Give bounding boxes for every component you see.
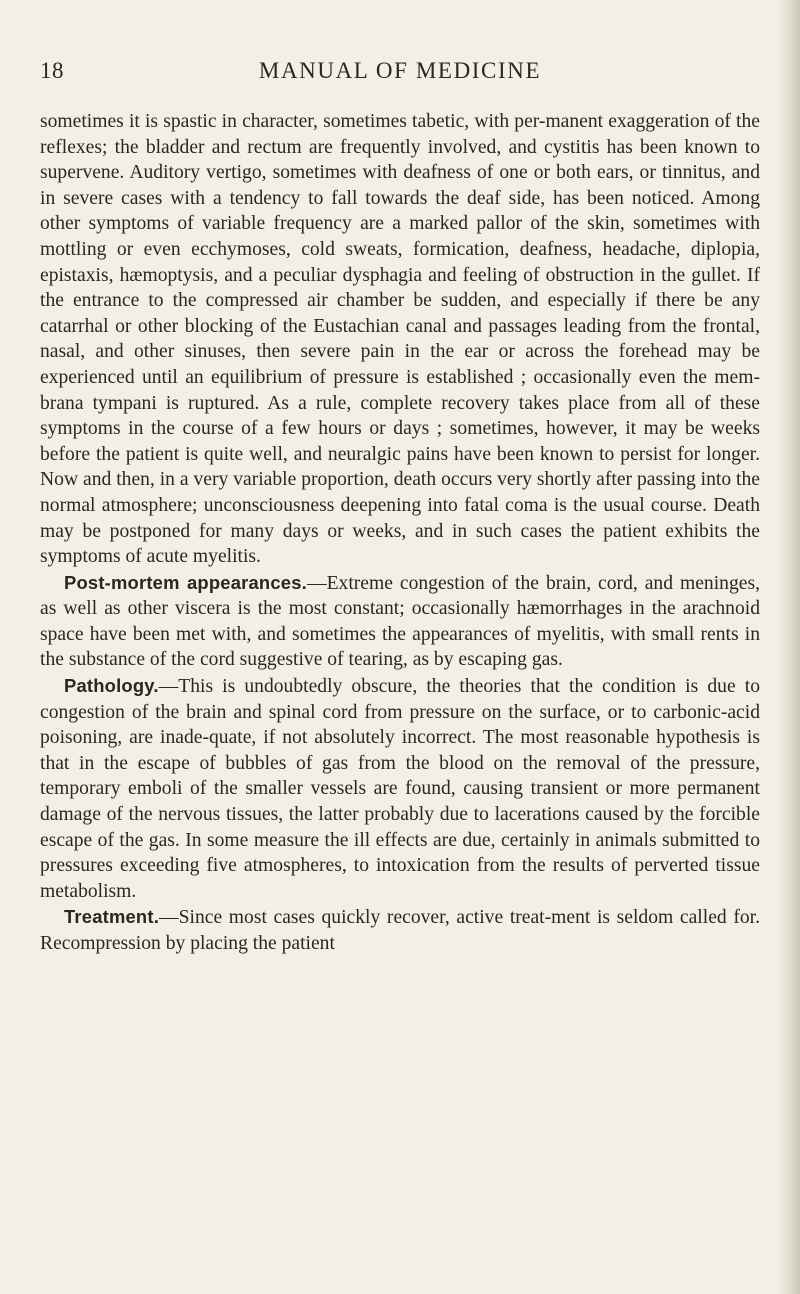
- paragraph-text: —This is undoubtedly obscure, the theories that the condition is due to congestion of the brain and spinal cord from pressure on the surface, or to carbonic-acid poisoning, are inade-quate, if not absolutely incorrect. The most reasonable hypothesis is that in the escape of bubbles of gas from the blood on the removal of the pressure, temporary emboli of the smaller vessels are found, causing transient or more permanent damage of the nervous tissues, the latter probably due to lacerations caused by the forcible escape of the gas. In some measure the ill effects are due, certainly in animals submitted to pressures exceeding five atmospheres, to intoxication from the results of perverted tissue metabolism.: [40, 676, 760, 902]
- paragraph-symptoms: [40, 109, 760, 570]
- section-heading-post-mortem: Post-mortem appearances.: [64, 571, 307, 593]
- paragraph-treatment: [40, 904, 760, 956]
- paragraph-text: sometimes it is spastic in character, sometimes tabetic, with per-manent exaggeration of the reflexes; the bladder and rectum are frequently involved, and cystitis has been known to supervene. Auditory vertigo, sometimes with deafness of one or both ears, or tinnitus, and in severe cases with a tendency to fall towards the deaf side, has been noticed. Among other symptoms of variable frequency are a marked pallor of the skin, sometimes with mottling or even ecchymoses, cold sweats, formication, deafness, headache, diplopia, epistaxis, hæmoptysis, and a peculiar dysphagia and feeling of obstruction in the gullet. If the entrance to the compressed air chamber be sudden, and especially if there be any catarrhal or other blocking of the Eustachian canal and passages leading from the frontal, nasal, and other sinuses, then severe pain in the ear or across the forehead may be experienced until an equilibrium of pressure is established ; occasionally even the mem-brana tympani is ruptured. As a rule, complete recovery takes place from all of these symptoms in the course of a few hours or days ; sometimes, however, it may be weeks before the patient is quite well, and neuralgic pains have been known to persist for longer. Now and then, in a very variable proportion, death occurs very shortly after passing into the normal atmosphere; unconsciousness deepening into fatal coma is the usual course. Death may be postponed for many days or weeks, and in such cases the patient exhibits the symptoms of acute myelitis.: [40, 111, 760, 568]
- body-text: [40, 109, 760, 957]
- section-heading-pathology: Pathology.: [64, 675, 159, 697]
- page-edge-shadow: [778, 0, 800, 1294]
- running-title: MANUAL OF MEDICINE: [258, 58, 542, 83]
- section-heading-treatment: Treatment.: [64, 906, 160, 928]
- paragraph-post-mortem: [40, 570, 760, 673]
- page-number: 18: [40, 58, 64, 83]
- running-head: [40, 58, 760, 92]
- paragraph-text: —Since most cases quickly recover, active treat-ment is seldom called for. Recompression by placing the patient: [40, 907, 760, 954]
- paragraph-pathology: [40, 673, 760, 904]
- paragraph-text: —Extreme congestion of the brain, cord, and meninges, as well as other viscera is the most constant; occasionally hæmorrhages in the arachnoid space have been met with, and sometimes the appearances of myelitis, with small rents in the substance of the cord suggestive of tearing, as by escaping gas.: [40, 572, 760, 671]
